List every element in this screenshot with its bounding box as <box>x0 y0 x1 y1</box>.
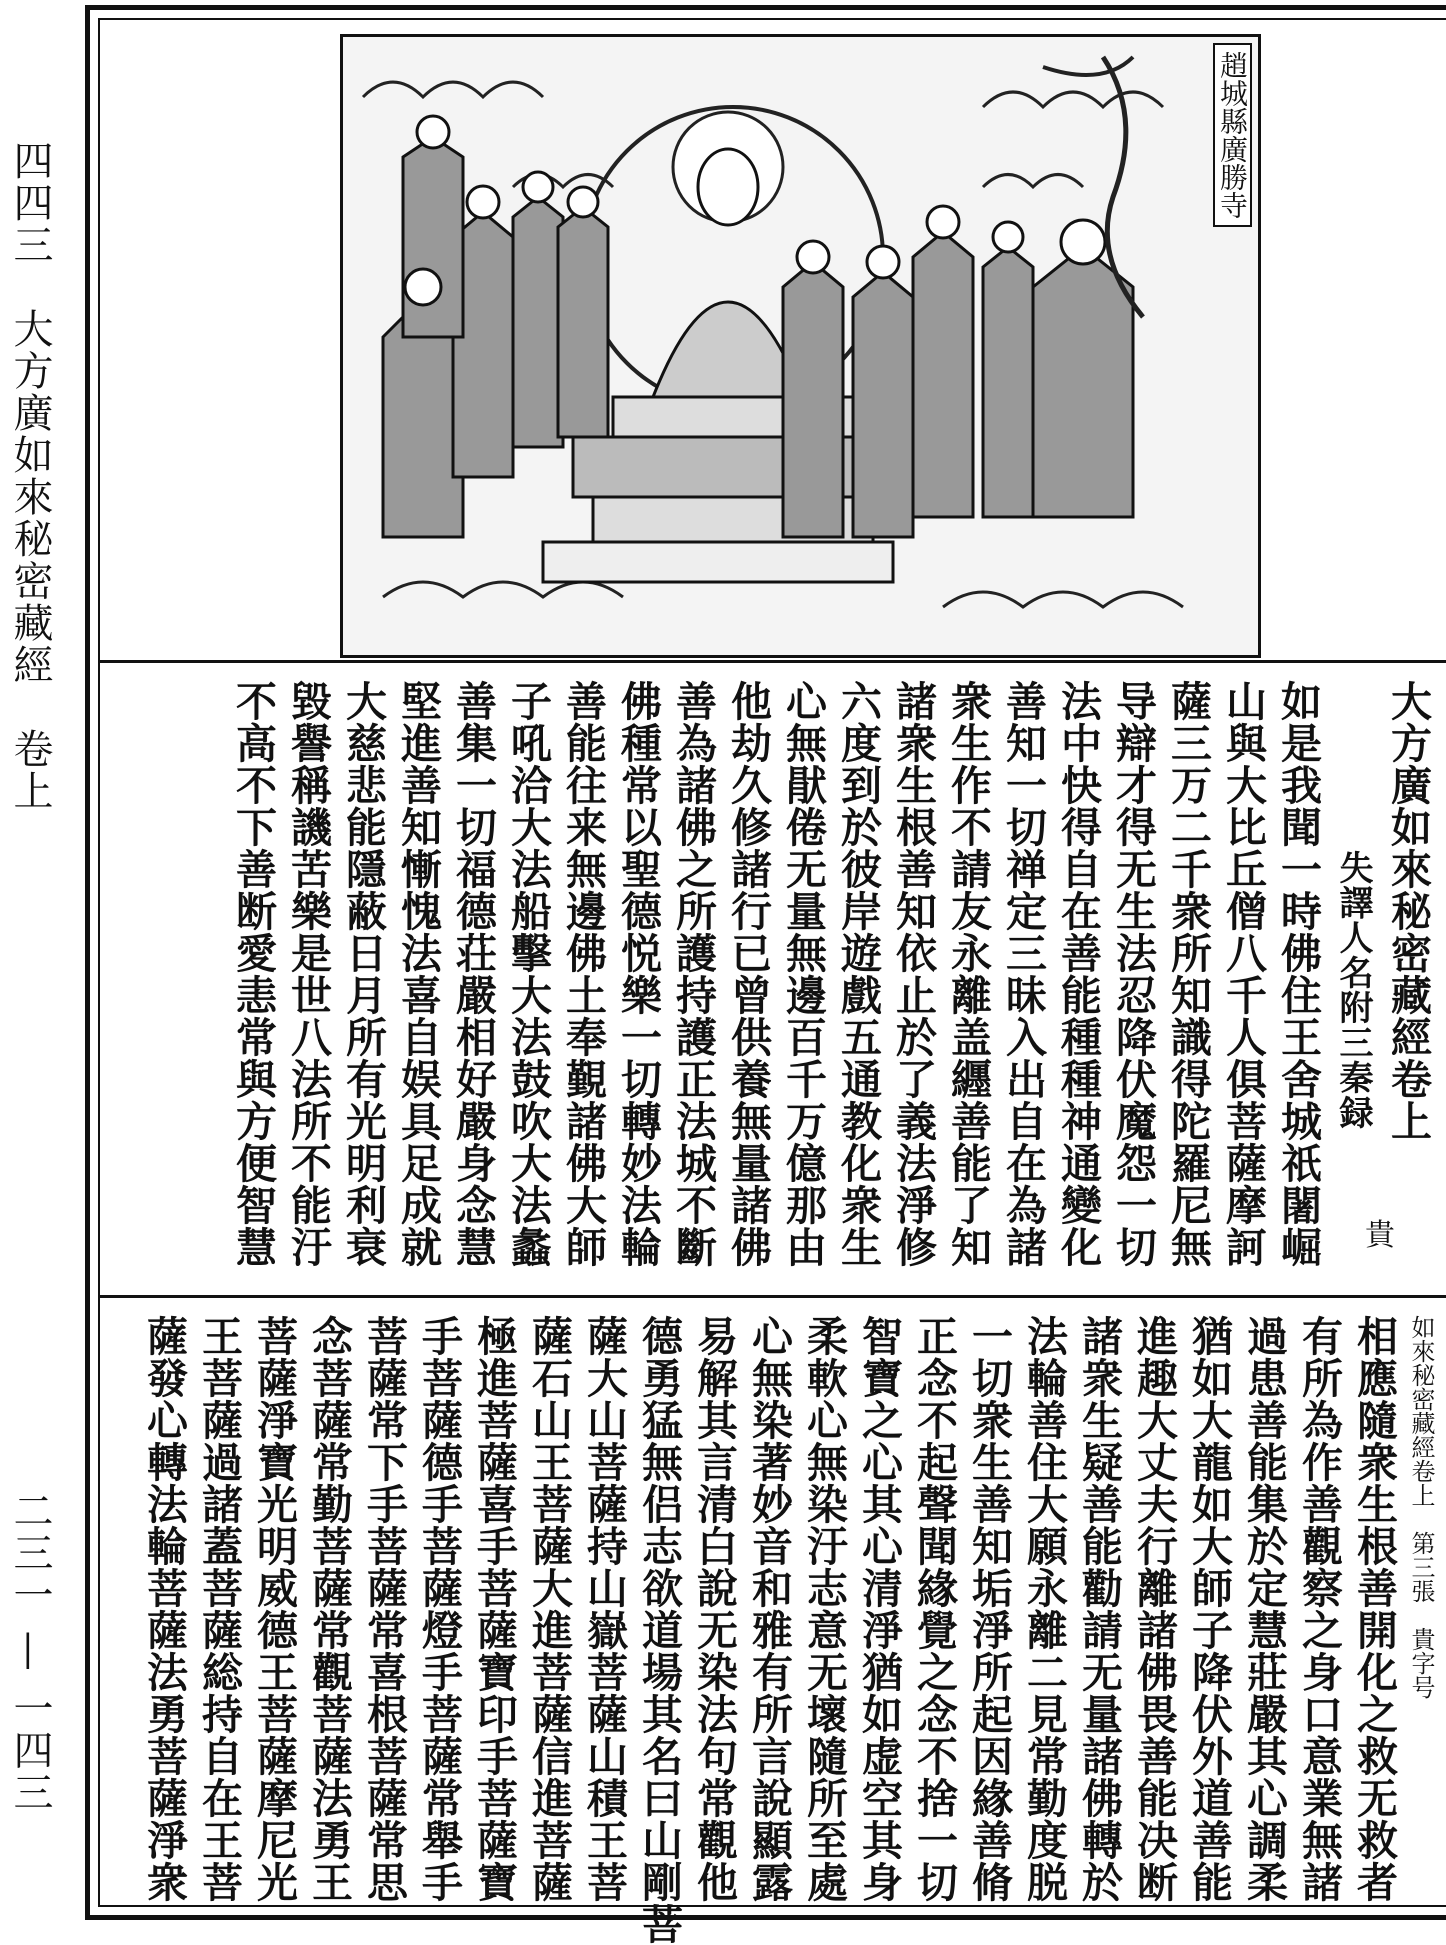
text-column: 德勇猛無侣志欲道場其名曰山剛菩 <box>635 1315 683 1945</box>
page-frame <box>85 5 1446 1945</box>
text-column: 子吼洽大法船擊大法鼓吹大法蠡 <box>504 680 552 1268</box>
text-column: 相應隨衆生根善開化之救无救者 <box>1350 1315 1398 1903</box>
text-column: 善能往来無邊佛土奉覲諸佛大師 <box>559 680 607 1268</box>
text-column: 進趣大丈夫行離諸佛畏善能决断 <box>1130 1315 1178 1903</box>
text-column: 有所為作善觀察之身口意業無諸 <box>1295 1315 1343 1903</box>
text-column: 手菩薩德手菩薩燈手菩薩常舉手 <box>415 1315 463 1903</box>
text-column: 諸衆生疑善能勸請无量諸佛轉於 <box>1075 1315 1123 1903</box>
text-column: 佛種常以聖德悦樂一切轉妙法輪 <box>614 680 662 1268</box>
text-column: 善集一切福德荘嚴相好嚴身念慧 <box>449 680 497 1268</box>
text-column: 諸衆生根善知依止於了義法淨修 <box>889 680 937 1268</box>
text-column: 易解其言清白說无染法句常觀他 <box>690 1315 738 1903</box>
text-column: 堅進善知慚愧法喜自娱具足成就 <box>394 680 442 1268</box>
page-frame-inner <box>98 18 1446 1945</box>
margin-page-number: 二三一 — 一四三 <box>7 1490 53 1814</box>
text-column: 薩發心轉法輪菩薩法勇菩薩淨衆 <box>140 1315 188 1903</box>
text-column: 导辯才得无生法忍降伏魔怨一切 <box>1109 680 1157 1268</box>
text-column: 薩石山王菩薩大進菩薩信進菩薩 <box>525 1315 573 1903</box>
text-column: 菩薩淨寶光明威德王菩薩摩尼光 <box>250 1315 298 1903</box>
text-column: 菩薩常下手菩薩常喜根菩薩常思 <box>360 1315 408 1903</box>
buddha-assembly-image <box>343 37 1258 655</box>
text-column: 薩三万二千衆所知識得陀羅尼無 <box>1164 680 1212 1268</box>
text-column: 他劫久修諸行已曾供養無量諸佛 <box>724 680 772 1268</box>
text-column: 毀譽稱譏苦樂是世八法所不能汙 <box>284 680 332 1268</box>
divider-bottom <box>100 1295 1446 1298</box>
sheet-header: 如來秘密藏經卷上 第三張 貴字号 <box>1407 1315 1435 1699</box>
frontispiece-illustration <box>340 34 1261 658</box>
text-column: 智寶之心其心清淨猶如虚空其身 <box>855 1315 903 1903</box>
text-column: 過患善能集於定慧莊嚴其心調柔 <box>1240 1315 1288 1903</box>
text-column: 猶如大龍如大師子降伏外道善能 <box>1185 1315 1233 1903</box>
divider-top <box>100 660 1446 663</box>
text-panel-2 <box>120 1315 1435 1945</box>
sheet-marker: 貴 <box>1365 1218 1395 1253</box>
text-column: 法輪善住大願永離二見常勤度脱 <box>1020 1315 1068 1903</box>
temple-caption: 趙城縣廣勝寺 <box>1213 43 1252 227</box>
text-column: 心無猒倦无量無邊百千万億那由 <box>779 680 827 1268</box>
sutra-title: 大方廣如來秘密藏經卷上 <box>1384 680 1432 1142</box>
text-column: 大慈悲能隱蔽日月所有光明利衰 <box>339 680 387 1268</box>
text-column: 柔軟心無染汙志意无壞隨所至處 <box>800 1315 848 1903</box>
text-column: 山與大比丘僧八千人俱菩薩摩訶 <box>1219 680 1267 1268</box>
text-column: 衆生作不請友永離盖纒善能了知 <box>944 680 992 1268</box>
text-column: 一切衆生善知垢淨所起因緣善脩 <box>965 1315 1013 1903</box>
text-column: 正念不起聲聞緣覺之念不捨一切 <box>910 1315 958 1903</box>
text-column: 薩大山菩薩持山嶽菩薩山積王菩 <box>580 1315 628 1903</box>
text-column: 如是我聞一時佛住王舍城祇闍崛 <box>1274 680 1322 1268</box>
text-column: 極進菩薩喜手菩薩寶印手菩薩寶 <box>470 1315 518 1903</box>
text-column: 心無染著妙音和雅有所言說顯露 <box>745 1315 793 1903</box>
text-column: 六度到於彼岸遊戲五通教化衆生 <box>834 680 882 1268</box>
text-column: 善知一切禅定三昧入出自在為諸 <box>999 680 1047 1268</box>
text-column: 善為諸佛之所護持護正法城不斷 <box>669 680 717 1268</box>
text-panel-1 <box>120 680 1435 1280</box>
text-column: 念菩薩常勤菩薩常觀菩薩法勇王 <box>305 1315 353 1903</box>
text-column: 王菩薩過諸蓋菩薩総持自在王菩 <box>195 1315 243 1903</box>
margin-volume-title: 四四三 大方廣如來秘密藏經 卷上 <box>7 140 53 812</box>
text-column: 法中快得自在善能種種神通變化 <box>1054 680 1102 1268</box>
translator-note: 失譯人名附三秦録 <box>1333 850 1373 1130</box>
text-column: 不高不下善断愛恚常與方便智慧 <box>229 680 277 1268</box>
